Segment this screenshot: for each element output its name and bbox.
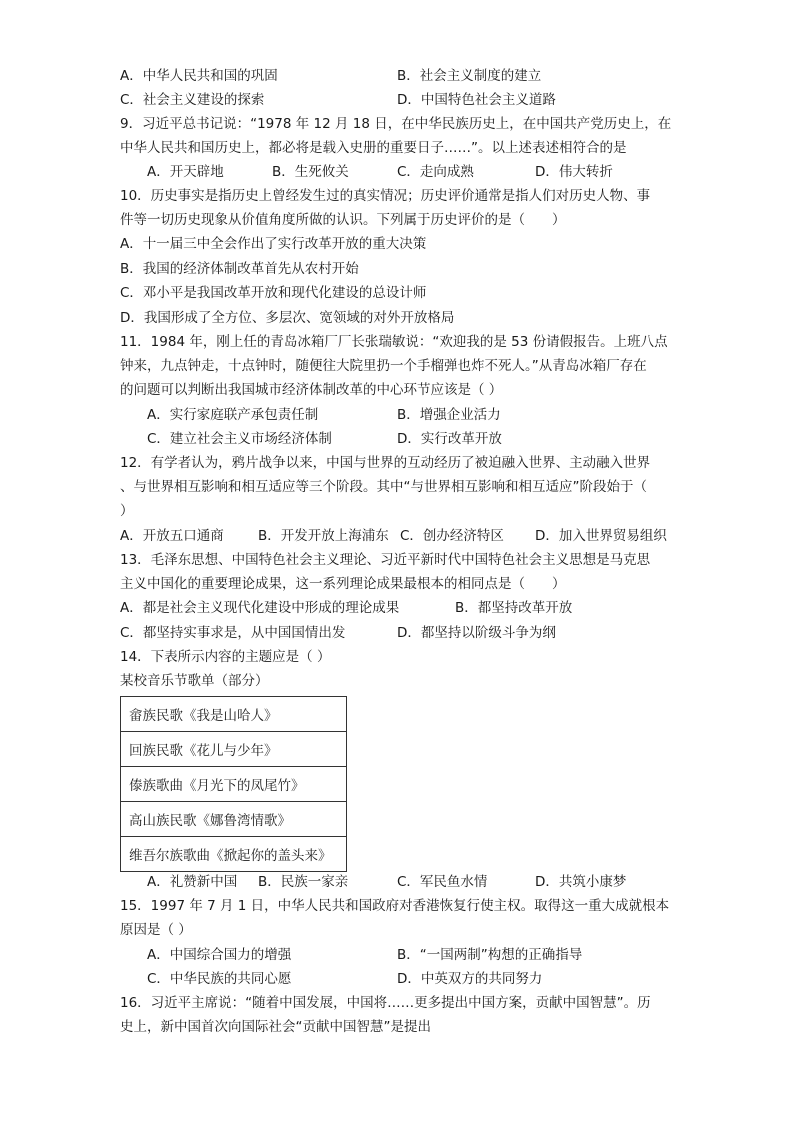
q10-stem-line1: 10．历史事实是指历史上曾经发生过的真实情况；历史评价通常是指人们对历史人物、事 <box>120 188 651 204</box>
q11-option-c: C．建立社会主义市场经济体制 <box>147 431 332 447</box>
q15-option-d: D．中英双方的共同努力 <box>397 971 543 987</box>
q8-option-a: A．中华人民共和国的巩固 <box>120 68 278 84</box>
table-cell: 傣族歌曲《月光下的凤尾竹》 <box>121 767 347 802</box>
table-row <box>121 837 347 872</box>
q16-stem-line2: 史上，新中国首次向国际社会“贡献中国智慧”是提出 <box>120 1019 431 1035</box>
q12-stem-line2: 、与世界相互影响和相互适应等三个阶段。其中“与世界相互影响和相互适应”阶段始于（ <box>120 479 647 495</box>
q14-stem: 14．下表所示内容的主题应是（ ） <box>120 649 331 665</box>
q13-option-d: D．都坚持以阶级斗争为纲 <box>397 625 556 641</box>
q15-option-c: C．中华民族的共同心愿 <box>147 971 292 987</box>
q12-option-b: B．开发开放上海浦东 <box>258 528 389 544</box>
q13-stem-line2: 主义中国化的重要理论成果，这一系列理论成果最根本的相同点是（ ） <box>120 576 566 592</box>
q8-option-d: D．中国特色社会主义道路 <box>397 92 556 108</box>
song-list-table <box>120 696 347 872</box>
q16-stem-line1: 16．习近平主席说：“随着中国发展，中国将……更多提出中国方案，贡献中国智慧”。历 <box>120 995 651 1011</box>
q10-option-d: D．我国形成了全方位、多层次、宽领域的对外开放格局 <box>120 310 455 326</box>
q12-stem-line1: 12．有学者认为，鸦片战争以来，中国与世界的互动经历了被迫融入世界、主动融入世界 <box>120 455 651 471</box>
q10-stem-line2: 件等一切历史现象从价值角度所做的认识。下列属于历史评价的是（ ） <box>120 212 566 228</box>
q12-option-a: A．开放五口通商 <box>120 528 224 544</box>
table-cell: 回族民歌《花儿与少年》 <box>121 732 347 767</box>
q12-stem-line3: ） <box>120 503 134 519</box>
q11-option-b: B．增强企业活力 <box>397 407 501 423</box>
q11-stem-line1: 11．1984 年，刚上任的青岛冰箱厂厂长张瑞敏说：“欢迎我的是 53 份请假报告。上班八点 <box>120 334 668 350</box>
q9-option-c: C．走向成熟 <box>397 164 474 180</box>
q9-option-b: B．生死攸关 <box>272 164 349 180</box>
q13-option-a: A．都是社会主义现代化建设中形成的理论成果 <box>120 600 400 616</box>
q14-option-a: A．礼赞新中国 <box>147 874 238 890</box>
q15-option-a: A．中国综合国力的增强 <box>147 947 292 963</box>
q13-option-c: C．都坚持实事求是，从中国国情出发 <box>120 625 346 641</box>
table-cell: 维吾尔族歌曲《掀起你的盖头来》 <box>121 837 347 872</box>
q12-option-c: C．创办经济特区 <box>400 528 504 544</box>
q11-option-a: A．实行家庭联产承包责任制 <box>147 407 319 423</box>
q9-stem-line1: 9．习近平总书记说：“1978 年 12 月 18 日，在中华民族历史上，在中国共产党历史上，在 <box>120 116 672 132</box>
table-cell: 畲族民歌《我是山哈人》 <box>121 697 347 732</box>
q14-option-d: D．共筑小康梦 <box>535 874 627 890</box>
q9-stem-line2: 中华人民共和国历史上，都必将是载入史册的重要日子……”。以上述表述相符合的是 <box>120 140 627 156</box>
q15-option-b: B．“一国两制”构想的正确指导 <box>397 947 583 963</box>
q11-stem-line3: 的问题可以判断出我国城市经济体制改革的中心环节应该是（ ） <box>120 382 503 398</box>
q8-option-c: C．社会主义建设的探索 <box>120 92 265 108</box>
q11-stem-line2: 钟来，九点钟走，十点钟时，随便往大院里扔一个手榴弹也炸不死人。”从青岛冰箱厂存在 <box>120 358 647 374</box>
q12-option-d: D．加入世界贸易组织 <box>535 528 667 544</box>
q14-option-b: B．民族一家亲 <box>258 874 349 890</box>
q15-stem-line2: 原因是（ ） <box>120 922 192 938</box>
q10-option-c: C．邓小平是我国改革开放和现代化建设的总设计师 <box>120 285 427 301</box>
q9-option-a: A．开天辟地 <box>147 164 224 180</box>
q13-option-b: B．都坚持改革开放 <box>455 600 573 616</box>
table-row <box>121 767 347 802</box>
q14-table-caption: 某校音乐节歌单（部分） <box>120 673 269 689</box>
q10-option-b: B．我国的经济体制改革首先从农村开始 <box>120 261 359 277</box>
table-row <box>121 697 347 732</box>
table-cell: 高山族民歌《娜鲁湾情歌》 <box>121 802 347 837</box>
q14-option-c: C．军民鱼水情 <box>397 874 488 890</box>
table-row <box>121 732 347 767</box>
q13-stem-line1: 13．毛泽东思想、中国特色社会主义理论、习近平新时代中国特色社会主义思想是马克思 <box>120 552 651 568</box>
table-row <box>121 802 347 837</box>
q15-stem-line1: 15．1997 年 7 月 1 日，中华人民共和国政府对香港恢复行使主权。取得这一重大成就根本 <box>120 898 670 914</box>
q11-option-d: D．实行改革开放 <box>397 431 502 447</box>
q10-option-a: A．十一届三中全会作出了实行改革开放的重大决策 <box>120 236 427 252</box>
q8-option-b: B．社会主义制度的建立 <box>397 68 542 84</box>
q9-option-d: D．伟大转折 <box>535 164 613 180</box>
